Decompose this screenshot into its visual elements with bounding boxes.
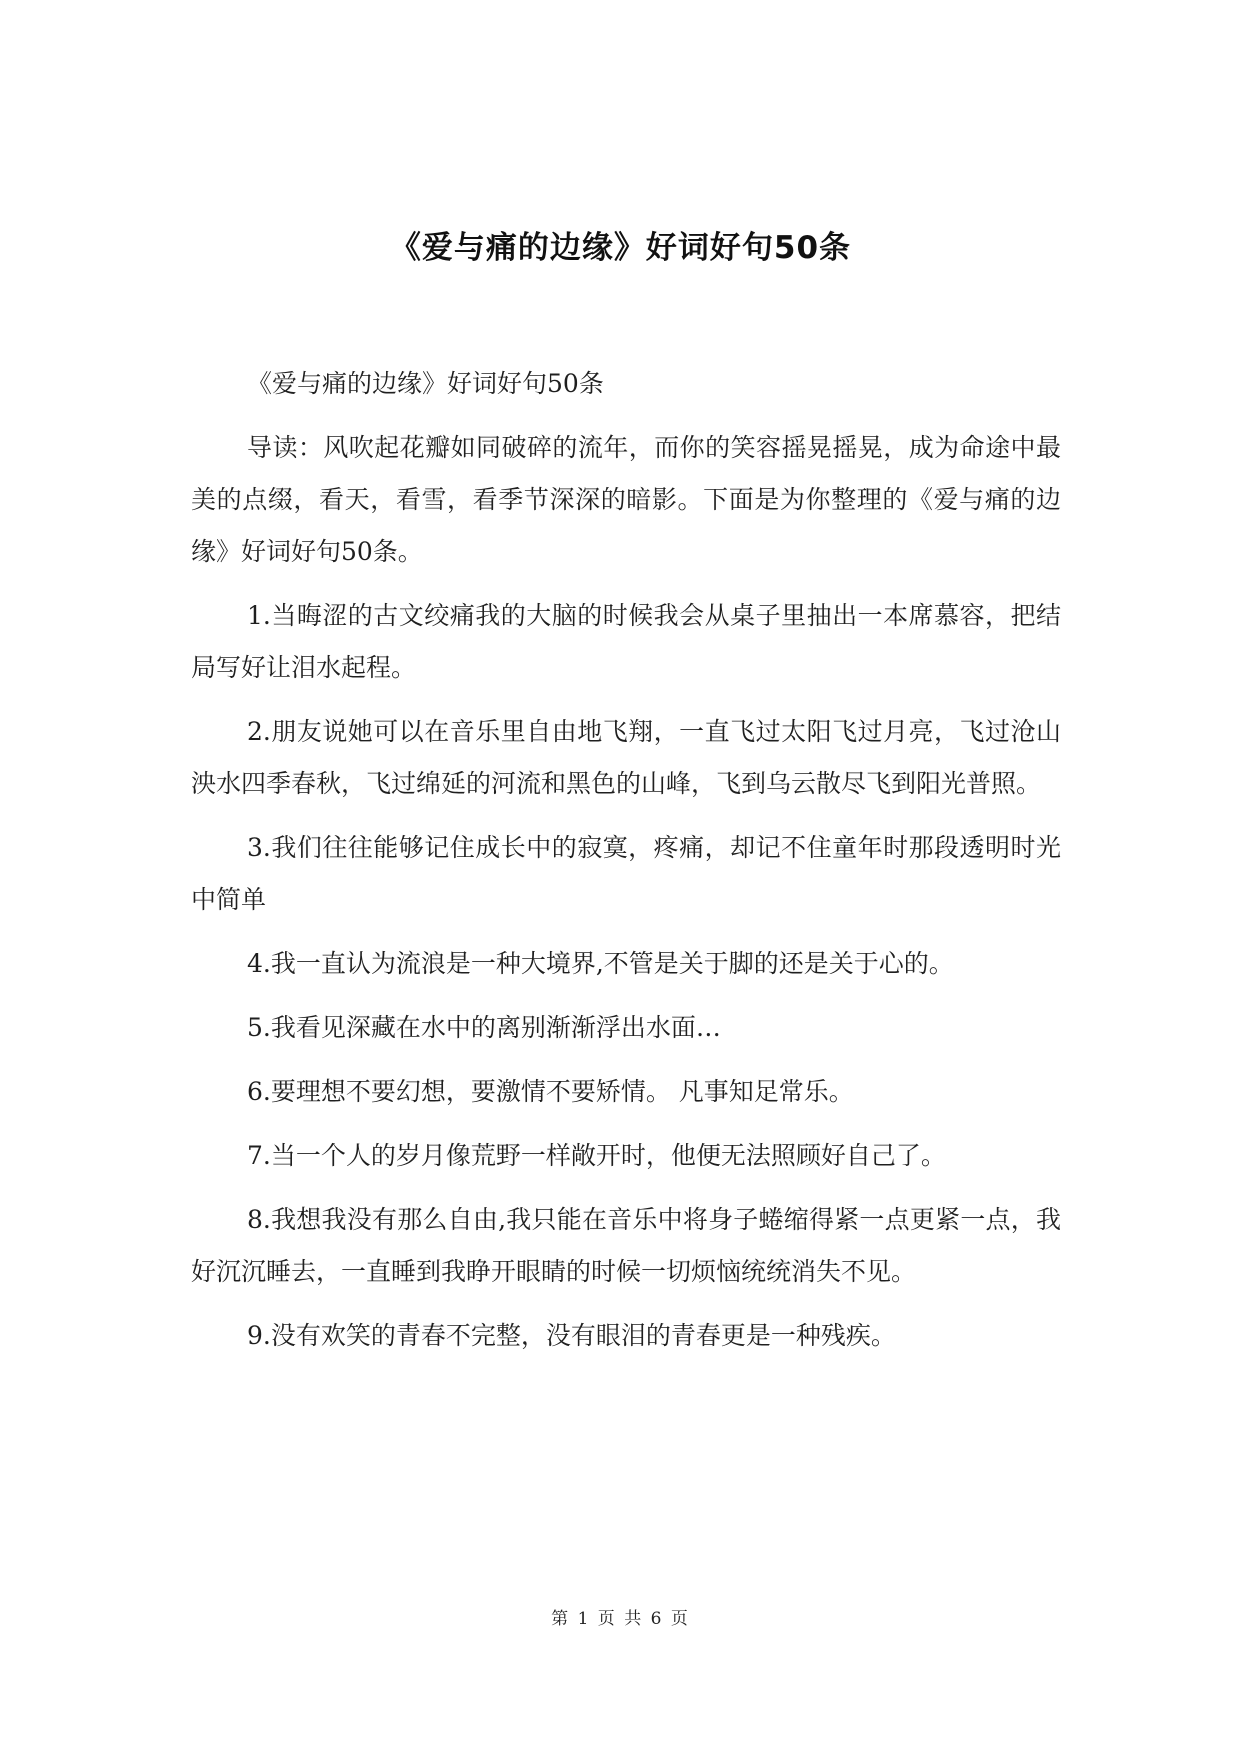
paragraph-intro: 导读：风吹起花瓣如同破碎的流年，而你的笑容摇晃摇晃，成为命途中最美的点缀，看天，看雪，看季节深深的暗影。下面是为你整理的《爱与痛的边缘》好词好句50条。 (191, 433, 1061, 566)
page-number-footer: 第 1 页 共 6 页 (551, 1609, 690, 1629)
paragraph-item-3: 3.我们往往能够记住成长中的寂寞，疼痛，却记不住童年时那段透明时光中简单 (191, 833, 1061, 914)
document-title: 《爱与痛的边缘》好词好句50条 (389, 230, 852, 266)
paragraph-item-7: 7.当一个人的岁月像荒野一样敞开时，他便无法照顾好自己了。 (247, 1141, 946, 1170)
paragraph-item-9: 9.没有欢笑的青春不完整，没有眼泪的青春更是一种残疾。 (247, 1321, 896, 1350)
paragraph-item-1: 1.当晦涩的古文绞痛我的大脑的时候我会从桌子里抽出一本席慕容，把结局写好让泪水起程。 (191, 601, 1061, 682)
paragraph-item-4: 4.我一直认为流浪是一种大境界,不管是关于脚的还是关于心的。 (247, 949, 954, 978)
paragraph-item-8: 8.我想我没有那么自由,我只能在音乐中将身子蜷缩得紧一点更紧一点，我好沉沉睡去，一直睡到我睁开眼睛的时候一切烦恼统统消失不见。 (191, 1205, 1061, 1286)
paragraph-item-6: 6.要理想不要幻想，要激情不要矫情。 凡事知足常乐。 (247, 1077, 854, 1106)
paragraph-subtitle: 《爱与痛的边缘》好词好句50条 (247, 369, 604, 398)
paragraph-item-2: 2.朋友说她可以在音乐里自由地飞翔，一直飞过太阳飞过月亮，飞过沧山泱水四季春秋，飞过绵延的河流和黑色的山峰，飞到乌云散尽飞到阳光普照。 (191, 717, 1061, 798)
paragraph-item-5: 5.我看见深藏在水中的离别渐渐浮出水面… (247, 1013, 721, 1042)
document-body (191, 358, 1061, 1374)
